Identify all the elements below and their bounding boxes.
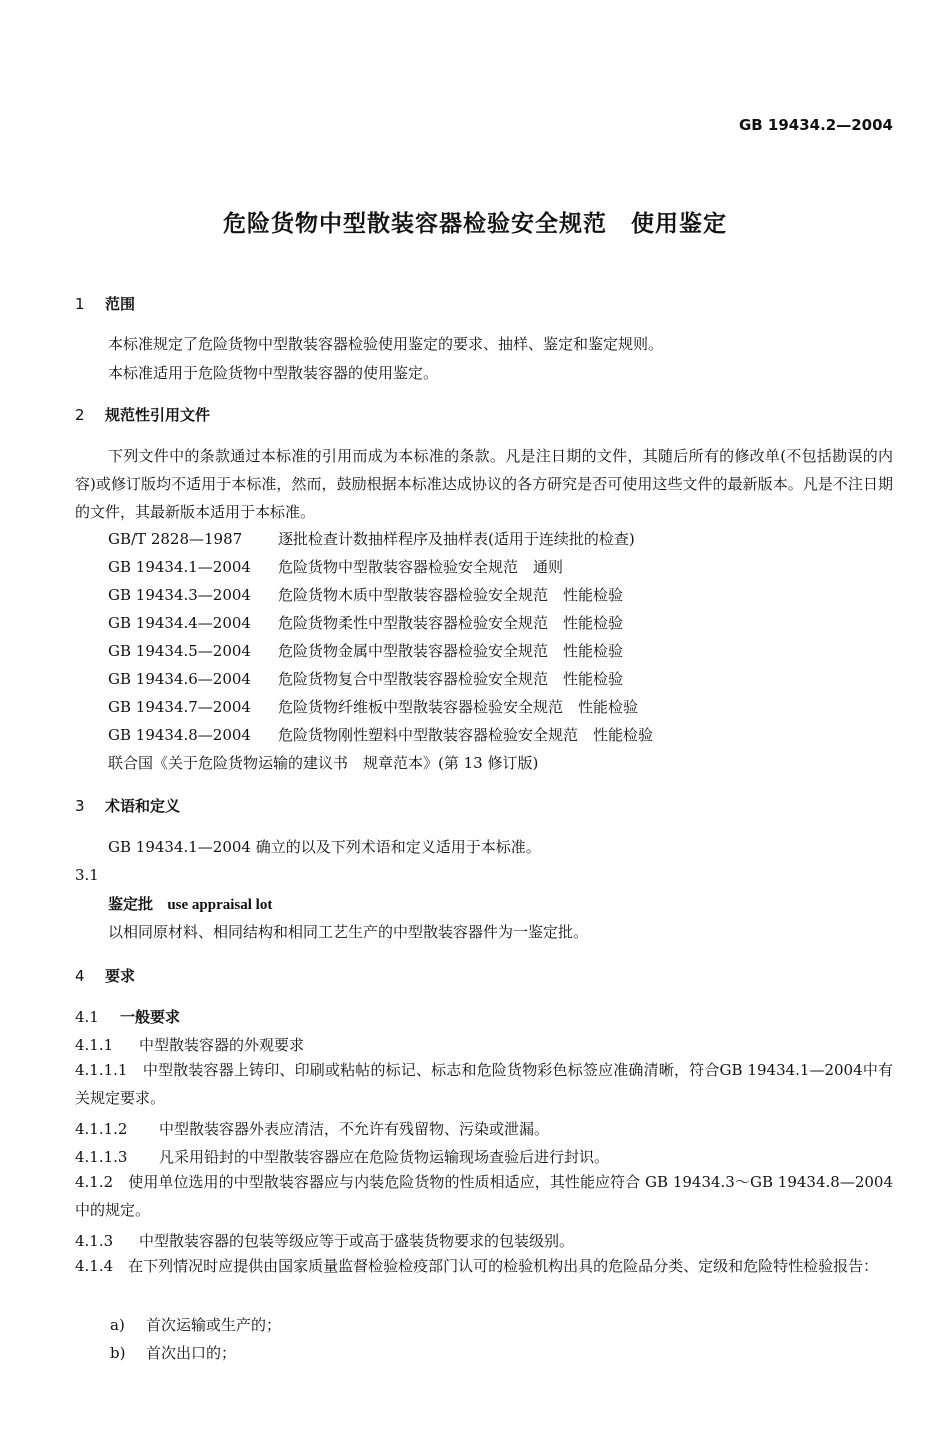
clause-4-1-2: 4.1.2 使用单位选用的中型散装容器应与内装危险货物的性质相适应，其性能应符合 GB 19434.3～GB 19434.8—2004 中的规定。 xyxy=(75,1173,893,1219)
reference-title: 危险货物中型散装容器检验安全规范 通则 xyxy=(278,558,564,576)
section-2-intro: 下列文件中的条款通过本标准的引用而成为本标准的条款。凡是注日期的文件，其随后所有的修改单(不包括勘误的内容)或修订版均不适用于本标准，然而，鼓励根据本标准达成协议的各方研究是否可使用这些文件的最新版本。凡是不注日期的文件，其最新版本适用于本标准。 xyxy=(75,447,893,521)
normative-reference xyxy=(108,696,638,717)
section-title: 术语和定义 xyxy=(105,797,181,815)
clause-number: 4.1.3 xyxy=(75,1232,114,1250)
section-number: 4 xyxy=(75,967,85,985)
section-4-heading xyxy=(75,965,135,986)
term-chinese: 鉴定批 xyxy=(108,895,154,913)
reference-code: GB 19434.5—2004 xyxy=(108,642,251,660)
reference-code: GB 19434.7—2004 xyxy=(108,698,251,716)
subsection-4-1 xyxy=(75,1006,180,1027)
normative-reference xyxy=(108,640,623,661)
subsection-number: 4.1 xyxy=(75,1008,99,1026)
term-definition: 以相同原材料、相同结构和相同工艺生产的中型散装容器件为一鉴定批。 xyxy=(108,923,589,941)
list-text: 首次运输或生产的； xyxy=(146,1316,282,1334)
reference-title: 危险货物纤维板中型散装容器检验安全规范 性能检验 xyxy=(278,698,639,716)
un-reference: 联合国《关于危险货物运输的建议书 规章范本》(第 13 修订版) xyxy=(108,754,539,772)
clause-text: 中型散装容器外表应清洁，不允许有残留物、污染或泄漏。 xyxy=(159,1120,550,1138)
reference-title: 逐批检查计数抽样程序及抽样表(适用于连续批的检查) xyxy=(278,530,635,548)
section-number: 3 xyxy=(75,797,85,815)
section-number: 1 xyxy=(75,295,85,313)
normative-reference xyxy=(108,528,635,549)
term-english: use appraisal lot xyxy=(167,897,273,913)
reference-title: 危险货物金属中型散装容器检验安全规范 性能检验 xyxy=(278,642,624,660)
normative-reference xyxy=(108,668,623,689)
document-title: 危险货物中型散装容器检验安全规范 使用鉴定 xyxy=(223,211,727,237)
list-label: b) xyxy=(110,1344,126,1362)
normative-reference xyxy=(108,584,623,605)
section-1-heading xyxy=(75,293,135,314)
section-number: 2 xyxy=(75,406,85,424)
section-2-heading xyxy=(75,404,210,425)
reference-code: GB 19434.1—2004 xyxy=(108,558,251,576)
clause-text: 中型散装容器的包装等级应等于或高于盛装货物要求的包装级别。 xyxy=(139,1232,575,1250)
list-text: 首次出口的； xyxy=(146,1344,237,1362)
list-item xyxy=(110,1342,236,1363)
clause-4-1-4: 4.1.4 在下列情况时应提供由国家质量监督检验检疫部门认可的检验机构出具的危险品分类、定级和危险特性检验报告： xyxy=(75,1257,879,1275)
reference-title: 危险货物刚性塑料中型散装容器检验安全规范 性能检验 xyxy=(278,726,654,744)
normative-reference xyxy=(108,724,653,745)
clause-4-1-1-2 xyxy=(75,1118,549,1139)
reference-code: GB 19434.4—2004 xyxy=(108,614,251,632)
clause-4-1-1-3 xyxy=(75,1146,609,1167)
standard-number: GB 19434.2—2004 xyxy=(738,116,893,134)
section-title: 要求 xyxy=(105,967,136,985)
section-1-paragraph: 本标准规定了危险货物中型散装容器检验使用鉴定的要求、抽样、鉴定和鉴定规则。 xyxy=(108,335,664,353)
reference-code: GB/T 2828—1987 xyxy=(108,530,243,548)
reference-code: GB 19434.8—2004 xyxy=(108,726,251,744)
section-3-heading xyxy=(75,795,180,816)
clause-text: 凡采用铅封的中型散装容器应在危险货物运输现场查验后进行封识。 xyxy=(159,1148,610,1166)
clause-number: 4.1.1.2 xyxy=(75,1120,128,1138)
section-title: 范围 xyxy=(105,295,136,313)
list-label: a) xyxy=(110,1316,125,1334)
subsection-title: 一般要求 xyxy=(120,1008,181,1026)
clause-4-1-1-1: 4.1.1.1 中型散装容器上铸印、印刷或粘帖的标记、标志和危险货物彩色标签应准确清晰，符合GB 19434.1—2004中有关规定要求。 xyxy=(75,1061,893,1107)
term-entry xyxy=(108,893,272,914)
reference-title: 危险货物柔性中型散装容器检验安全规范 性能检验 xyxy=(278,614,624,632)
normative-reference xyxy=(108,612,623,633)
section-title: 规范性引用文件 xyxy=(105,406,211,424)
section-3-intro: GB 19434.1—2004 确立的以及下列术语和定义适用于本标准。 xyxy=(108,838,541,856)
clause-number: 4.1.1 xyxy=(75,1036,114,1054)
normative-reference xyxy=(108,556,563,577)
clause-4-1-3 xyxy=(75,1230,574,1251)
list-item xyxy=(110,1314,281,1335)
subsection-number: 3.1 xyxy=(75,866,99,884)
reference-title: 危险货物复合中型散装容器检验安全规范 性能检验 xyxy=(278,670,624,688)
section-1-paragraph: 本标准适用于危险货物中型散装容器的使用鉴定。 xyxy=(108,364,439,382)
clause-text: 中型散装容器的外观要求 xyxy=(139,1036,305,1054)
clause-4-1-1 xyxy=(75,1034,304,1055)
reference-code: GB 19434.3—2004 xyxy=(108,586,251,604)
reference-code: GB 19434.6—2004 xyxy=(108,670,251,688)
clause-number: 4.1.1.3 xyxy=(75,1148,128,1166)
reference-title: 危险货物木质中型散装容器检验安全规范 性能检验 xyxy=(278,586,624,604)
